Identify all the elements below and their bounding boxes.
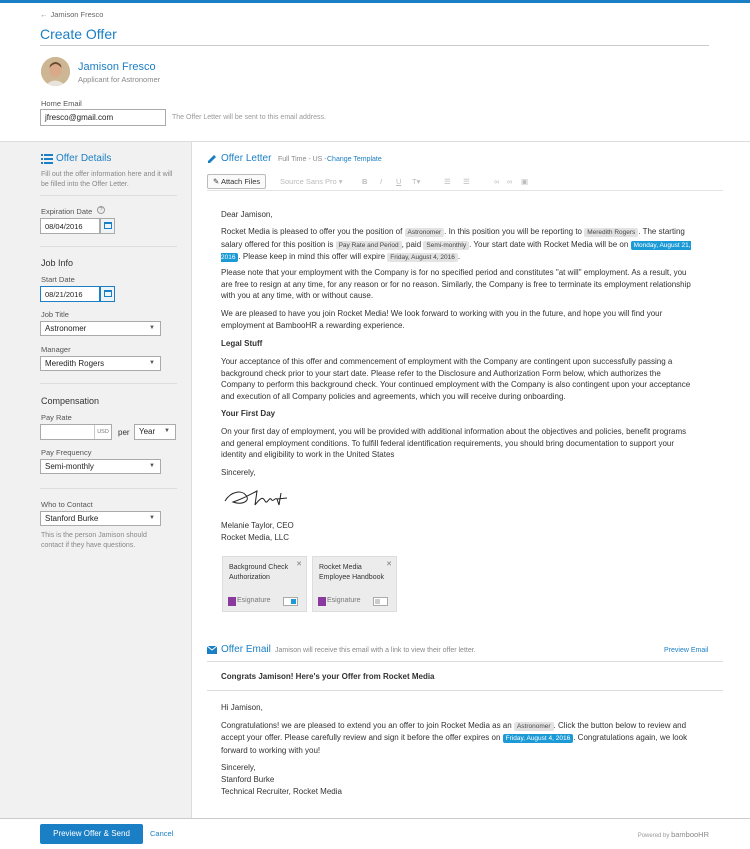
letter-paragraph-3[interactable]: We are pleased to have you join Rocket Media! We look forward to working with you in the future, and hope you will find your employment at BambooHR a rewarding experience. — [221, 309, 663, 330]
editor-toolbar — [207, 174, 723, 190]
placeholder-tag: Astronomer — [514, 722, 554, 731]
arrow-left-icon: ← — [40, 10, 48, 19]
text: . The starting salary offered for this position is — [221, 227, 685, 249]
pay-period-value: Year — [139, 427, 156, 436]
change-template-link[interactable]: Change Template — [327, 156, 382, 163]
email-closing: Sincerely, — [221, 763, 256, 773]
divider — [40, 45, 709, 46]
compensation-title: Compensation — [41, 396, 100, 406]
attachment-card[interactable] — [312, 556, 397, 612]
start-date-field[interactable]: 08/21/2016 — [40, 286, 100, 302]
text: . Your start date with Rocket Media will be on — [469, 239, 629, 249]
job-info-title: Job Info — [41, 258, 74, 268]
pay-frequency-select[interactable] — [40, 459, 161, 474]
currency-label: USD — [94, 425, 111, 439]
text: Rocket Media is pleased to offer you the position of — [221, 227, 403, 236]
signer-company: Rocket Media, LLC — [221, 533, 290, 542]
attachment-title: Rocket Media Employee Handbook — [319, 564, 384, 581]
text: . Click the button below to review and accept your offer. Please carefully review and sign it before the offer expires on — [221, 720, 687, 743]
first-day-paragraph[interactable]: On your first day of employment, you will be provided with additional information about the objectives and policies, benefit programs and general employment conditions. To fulfill federal identification requirements, you should bring documentation to support your identity and eligibility to work in the United States — [221, 427, 687, 460]
text: . In this position you will be reporting to — [444, 227, 582, 236]
text: , paid — [401, 239, 422, 249]
offer-letter-subtitle: Full Time - US - — [278, 156, 327, 163]
signer-name: Melanie Taylor, CEO — [221, 521, 294, 530]
letter-closing: Sincerely, — [221, 468, 256, 477]
calendar-icon[interactable] — [100, 286, 115, 302]
manager-select[interactable] — [40, 356, 161, 371]
link-icon[interactable]: ∞ — [494, 177, 500, 186]
text: . Please keep in mind this offer will expire — [238, 252, 386, 262]
start-date-label: Start Date — [41, 275, 75, 284]
esignature-label: Esignature — [327, 597, 361, 604]
toggle-knob — [291, 599, 296, 604]
placeholder-tag: Semi-monthly — [423, 241, 469, 250]
email-paragraph — [221, 720, 701, 757]
email-greeting: Hi Jamison, — [221, 703, 263, 712]
placeholder-tag-highlighted: Friday, August 4, 2016 — [503, 734, 574, 743]
pay-frequency-label: Pay Frequency — [41, 448, 92, 457]
email-sender-title: Technical Recruiter, Rocket Media — [221, 786, 342, 796]
back-link[interactable] — [40, 10, 103, 19]
avatar — [41, 57, 70, 86]
divider — [40, 246, 177, 247]
bullet-list-icon[interactable]: ☰ — [444, 177, 451, 186]
page-title: Create Offer — [40, 26, 117, 42]
offer-details-hint: Fill out the offer information here and it will be filled into the Offer Letter. — [41, 171, 173, 188]
powered-by — [638, 830, 709, 839]
preview-offer-send-button[interactable]: Preview Offer & Send — [40, 824, 143, 844]
expiration-date-field[interactable]: 08/04/2016 — [40, 218, 100, 234]
divider — [40, 195, 177, 196]
letter-paragraph-2[interactable]: Please note that your employment with the Company is for no specified period and constitutes "at will" employment. As a result, you are free to resign at any time, for any reason or for no reason. Similarly, the Company is free to terminate its employment relationship with you at any time, with or without cause. — [221, 268, 691, 301]
help-icon[interactable]: ? — [97, 206, 105, 214]
toggle-knob — [375, 599, 380, 604]
document-icon — [228, 597, 236, 606]
bamboohr-logo: bambooHR — [671, 830, 709, 839]
contact-hint: This is the person Jamison should contact if they have questions. — [41, 532, 147, 549]
offer-email-title: Offer Email — [221, 644, 271, 655]
back-link-label: Jamison Fresco — [50, 10, 104, 19]
email-subject[interactable]: Congrats Jamison! Here's your Offer from Rocket Media — [221, 672, 435, 681]
home-email-hint: The Offer Letter will be sent to this email address. — [172, 114, 326, 121]
top-accent-bar — [0, 0, 750, 3]
offer-details-panel — [0, 142, 192, 818]
italic-icon[interactable]: I — [380, 177, 383, 186]
text: . — [457, 252, 461, 262]
home-email-label: Home Email — [41, 99, 82, 108]
placeholder-tag: Astronomer — [405, 228, 445, 237]
preview-email-link[interactable]: Preview Email — [664, 647, 709, 654]
envelope-icon — [207, 646, 217, 654]
chevron-down-icon: ▼ — [149, 515, 155, 521]
close-icon[interactable]: ✕ — [296, 561, 302, 568]
contact-select[interactable] — [40, 511, 161, 526]
placeholder-tag: Friday, August 4, 2016 — [387, 253, 458, 262]
job-title-select[interactable] — [40, 321, 161, 336]
esignature-toggle[interactable] — [283, 597, 298, 606]
job-title-label: Job Title — [41, 310, 69, 319]
esignature-toggle[interactable] — [373, 597, 388, 606]
offer-details-title: Offer Details — [56, 153, 112, 164]
email-sender-name: Stanford Burke — [221, 774, 275, 784]
unlink-icon[interactable]: ∞ — [507, 177, 513, 186]
candidate-role: Applicant for Astronomer — [78, 75, 161, 84]
placeholder-tag: Meredith Rogers — [584, 228, 638, 237]
pay-rate-label: Pay Rate — [41, 413, 72, 422]
text: . Congratulations again, we look forward to working with you! — [221, 733, 688, 755]
document-icon — [318, 597, 326, 606]
chevron-down-icon: ▼ — [149, 325, 155, 331]
home-email-field[interactable]: jfresco@gmail.com — [40, 109, 166, 126]
attachment-card[interactable] — [222, 556, 307, 612]
job-title-value: Astronomer — [45, 324, 87, 333]
attach-files-button[interactable] — [207, 174, 266, 189]
close-icon[interactable]: ✕ — [386, 561, 392, 568]
legal-paragraph[interactable]: Your acceptance of this offer and commencement of employment with the Company are contingent upon successfully passing a background check prior to your start date. Please refer to the Disclosure and Authorization Form below, which authorizes the Company to perform this background check. Your continued employment with the Company is also contingent upon your acceptance and execution of all Company policies and agreements, which you will receive during onboarding. — [221, 357, 691, 401]
attachment-title: Background Check Authorization — [229, 564, 289, 581]
first-day-heading: Your First Day — [221, 409, 276, 418]
divider — [207, 661, 723, 662]
list-icon — [41, 154, 53, 164]
manager-value: Meredith Rogers — [45, 359, 105, 368]
letter-paragraph-1[interactable] — [221, 226, 693, 264]
divider — [207, 190, 723, 191]
contact-label: Who to Contact — [41, 500, 93, 509]
font-select-value: Source Sans Pro — [280, 177, 337, 186]
contact-value: Stanford Burke — [45, 514, 99, 523]
pay-period-select[interactable] — [134, 424, 176, 440]
pay-rate-field[interactable] — [40, 424, 112, 440]
chevron-down-icon: ▼ — [164, 428, 170, 434]
letter-greeting: Dear Jamison, — [221, 210, 273, 219]
signature-image — [221, 485, 291, 511]
esignature-label: Esignature — [237, 597, 271, 604]
pay-frequency-value: Semi-monthly — [45, 462, 94, 471]
cancel-button[interactable]: Cancel — [150, 829, 174, 838]
font-select[interactable]: Source Sans Pro ▾ — [280, 177, 343, 186]
offer-email-subtitle: Jamison will receive this email with a link to view their offer letter. — [275, 647, 476, 654]
email-body[interactable] — [221, 702, 701, 797]
chevron-down-icon: ▼ — [149, 463, 155, 469]
bold-icon[interactable]: B — [362, 177, 368, 186]
text: Congratulations! we are pleased to extend you an offer to join Rocket Media as an — [221, 720, 512, 730]
divider — [40, 488, 177, 489]
calendar-icon[interactable] — [100, 218, 115, 234]
footer — [0, 818, 750, 849]
placeholder-tag-highlighted: Monday, August 21, 2016 — [221, 241, 691, 262]
divider — [40, 383, 177, 384]
image-icon[interactable]: ▣ — [521, 177, 529, 186]
manager-label: Manager — [41, 345, 71, 354]
paperclip-icon: ✎ — [213, 177, 221, 186]
per-label: per — [118, 428, 130, 437]
expiration-date-label: Expiration Date — [41, 207, 93, 216]
chevron-down-icon: ▼ — [149, 360, 155, 366]
text-color-icon[interactable]: T▾ — [412, 177, 421, 186]
attach-files-label: Attach Files — [220, 177, 261, 186]
powered-by-label: Powered by — [637, 833, 670, 839]
candidate-name: Jamison Fresco — [78, 61, 156, 73]
placeholder-tag: Pay Rate and Period — [336, 241, 402, 250]
divider — [207, 690, 723, 691]
pencil-icon — [207, 154, 217, 164]
numbered-list-icon[interactable]: ☰ — [463, 177, 470, 186]
underline-icon[interactable]: U — [396, 177, 402, 186]
legal-heading: Legal Stuff — [221, 339, 263, 348]
offer-letter-title: Offer Letter — [221, 153, 272, 164]
